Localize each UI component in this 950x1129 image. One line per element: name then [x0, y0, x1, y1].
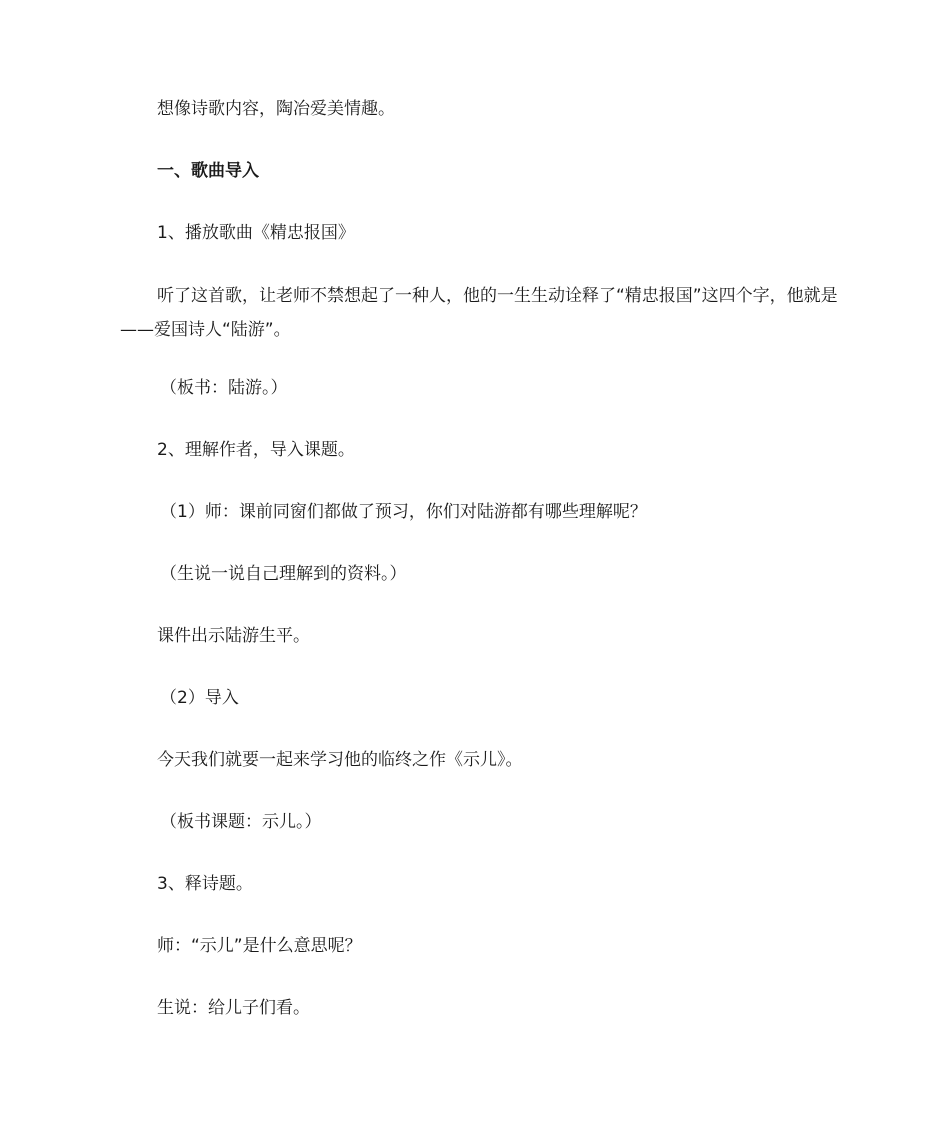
paragraph-student-answer: 生说：给儿子们看。: [157, 998, 310, 1018]
paragraph-understand-author: 2、理解作者，导入课题。: [157, 440, 355, 460]
paragraph-students-share: （生说一说自己理解到的资料。）: [160, 564, 407, 584]
section-heading-song-intro: 一、歌曲导入: [157, 161, 259, 181]
paragraph-objective: 想像诗歌内容，陶冶爱美情趣。: [157, 99, 395, 119]
paragraph-board-note-title: （板书课题：示儿。）: [160, 812, 322, 832]
paragraph-explain-title: 3、释诗题。: [157, 874, 253, 894]
paragraph-introduction: （2）导入: [160, 688, 239, 708]
paragraph-play-song: 1、播放歌曲《精忠报国》: [157, 223, 355, 243]
paragraph-teacher-question: （1）师：课前同窗们都做了预习，你们对陆游都有哪些理解呢？: [160, 502, 647, 522]
paragraph-today-study: 今天我们就要一起来学习他的临终之作《示儿》。: [157, 750, 523, 770]
paragraph-board-note-lu-you: （板书：陆游。）: [160, 378, 288, 398]
paragraph-teacher-asks: 师：“示儿”是什么意思呢？: [157, 936, 362, 956]
paragraph-courseware-bio: 课件出示陆游生平。: [157, 626, 310, 646]
paragraph-lu-you-intro: 听了这首歌，让老师不禁想起了一种人，他的一生生动诠释了“精忠报国”这四个字，他就是——爱国诗人“陆游”。: [120, 286, 838, 340]
